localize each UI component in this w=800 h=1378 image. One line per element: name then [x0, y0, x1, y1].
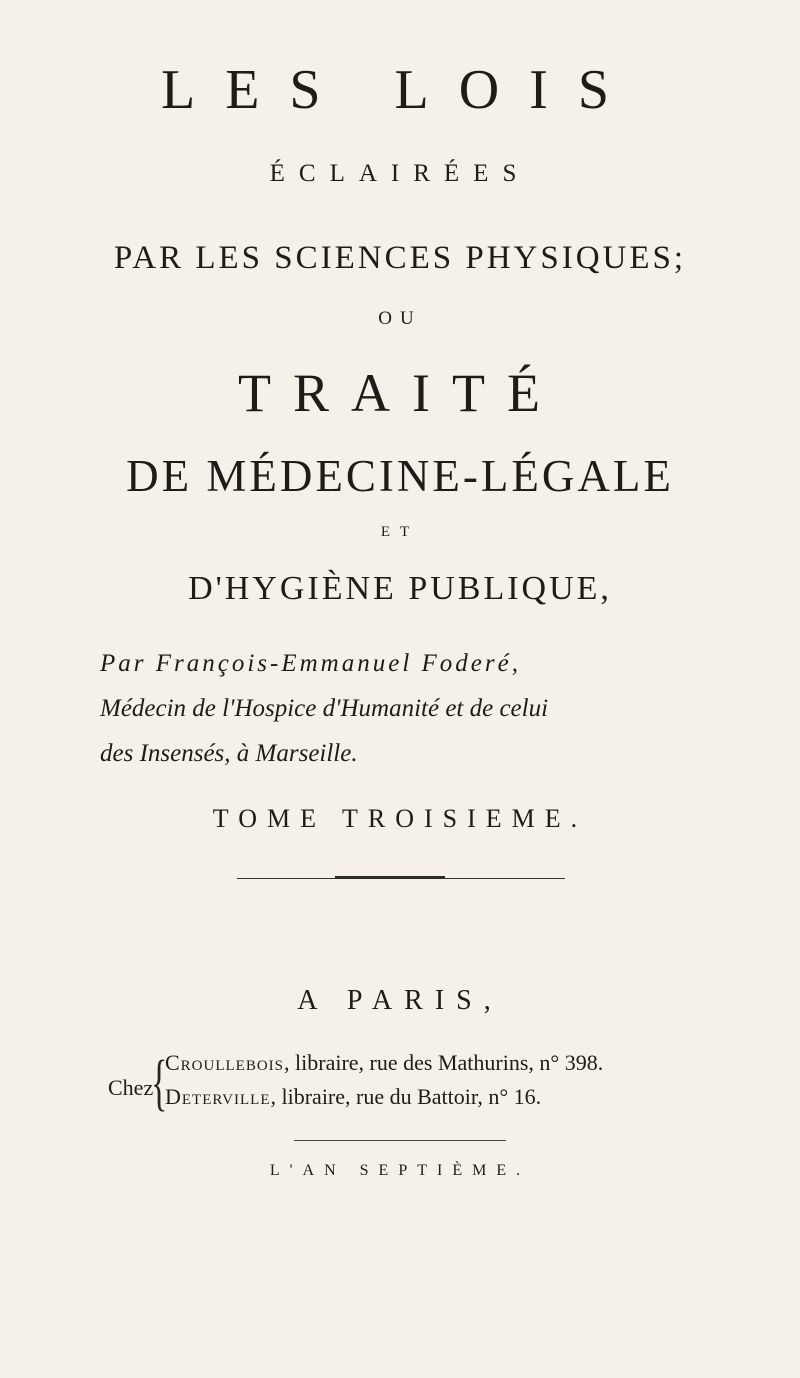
title-traite: TRAITÉ	[238, 363, 562, 423]
date-label: L'AN SEPTIÈME.	[269, 1162, 531, 1179]
publisher-croullebois	[165, 1050, 603, 1076]
title-ou: OU	[378, 308, 422, 329]
title-medecine-legale: DE MÉDECINE-LÉGALE	[126, 451, 674, 501]
title-et: ET	[380, 524, 420, 540]
publisher-address: , libraire, rue des Mathurins, n° 398.	[284, 1050, 604, 1075]
city-label: A PARIS,	[297, 985, 503, 1016]
title-sciences-physiques: PAR LES SCIENCES PHYSIQUES;	[113, 240, 687, 276]
brace-icon: {	[151, 1049, 168, 1117]
publisher-name: Croullebois	[165, 1050, 285, 1075]
title-eclairees: ÉCLAIRÉES	[269, 160, 531, 187]
title-les-lois: LES LOIS	[161, 59, 639, 121]
divider-rule-thick	[335, 876, 445, 879]
publisher-name: Deterville	[165, 1084, 271, 1109]
publisher-address: , libraire, rue du Battoir, n° 16.	[270, 1084, 542, 1109]
author-location: des Insensés, à Marseille.	[100, 740, 358, 767]
chez-label: Chez	[108, 1075, 154, 1100]
divider-rule-bottom	[294, 1140, 506, 1141]
author-title: Médecin de l'Hospice d'Humanité et de celui	[100, 695, 549, 722]
volume-label: TOME TROISIEME.	[212, 804, 588, 833]
title-hygiene-publique: D'HYGIÈNE PUBLIQUE,	[188, 570, 612, 607]
author-name: Par François-Emmanuel Foderé,	[100, 650, 521, 677]
publisher-deterville	[165, 1084, 541, 1110]
